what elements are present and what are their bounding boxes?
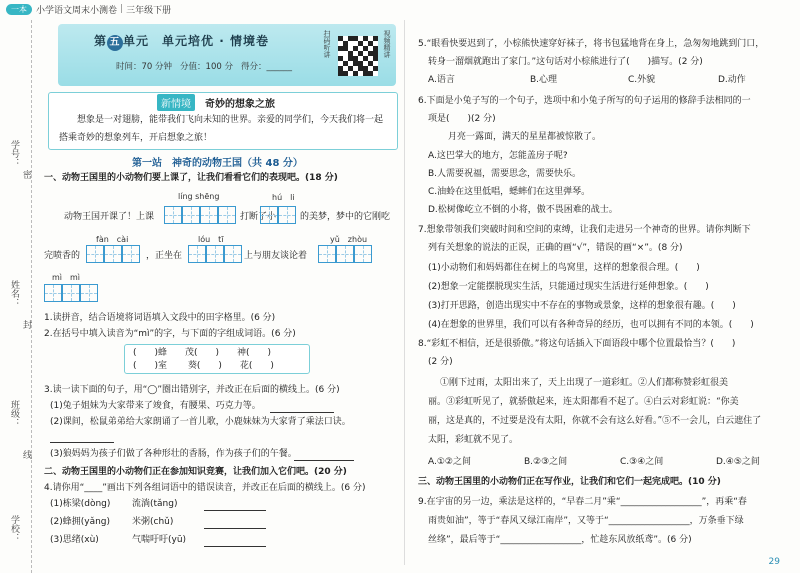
brand-logo: 一本: [6, 4, 32, 15]
school-label: 学校：: [9, 515, 19, 542]
student-no-label: 学号：: [9, 140, 19, 167]
scan-label: 扫码听讲: [323, 30, 331, 58]
q6-option-b[interactable]: B.人需要祝福，需要思念，需要快乐。: [428, 169, 582, 179]
q8-text: 8.“彩虹不相信，还是很骄傲。”将这句话插入下面语段中哪个位置最恰当？( ): [418, 339, 736, 349]
answer-blank[interactable]: [204, 546, 266, 547]
name-label: 姓名：: [9, 280, 19, 307]
intro-text: 想象是一对翅膀，能带我们飞向未知的世界。亲爱的同学们，今天我们将一起搭乘奇妙的想象列车，开启想象之旅！: [59, 115, 384, 143]
q4-instruction: 4.请你用“____”画出下列各组词语中的错误读音，并改正在后面的横线上。(6 分): [44, 483, 366, 493]
station-title: 第一站 神奇的动物王国（共 48 分）: [132, 158, 303, 169]
answer-blank[interactable]: [50, 442, 114, 443]
q7-item[interactable]: (4)在想象的世界里，我们可以有各种奇异的经历，也可以拥有不同的本领。( ): [428, 320, 754, 330]
q6-option-d[interactable]: D.松树像屹立不倒的小将，傲不畏困难的战士。: [428, 205, 618, 215]
answer-grid[interactable]: [44, 284, 98, 302]
qr-code-icon[interactable]: [338, 36, 378, 76]
q5-option-d[interactable]: D.动作: [718, 75, 746, 85]
section-3-heading: 三、动物王国里的小动物们正在写作业，让我们和它们一起完成吧。(10 分): [418, 477, 721, 487]
exam-meta: [116, 60, 292, 72]
series-title: 小学语文周末小测卷: [36, 5, 118, 16]
score-label: 分值：100 分: [180, 62, 233, 72]
answer-blank[interactable]: [294, 460, 354, 461]
q5-option-b[interactable]: B.心理: [530, 75, 558, 85]
answer-grid[interactable]: [318, 245, 372, 263]
q7-text: 7.想象带领我们突破时间和空间的束缚，让我们走进另一个神奇的世界。请你判断下: [418, 225, 751, 235]
seal-label: 封: [21, 320, 31, 329]
q7-item[interactable]: (1)小动物们和妈妈都住在树上的鸟窝里，这样的想象很合理。( ): [428, 263, 700, 273]
section-2-heading: 二、动物王国里的小动物们正在参加知识竞赛，让我们加入它们吧。(20 分): [44, 467, 347, 477]
time-label: 时间：70 分钟: [116, 62, 173, 72]
q8-option-d[interactable]: D.④⑤之间: [716, 457, 760, 467]
answer-blank[interactable]: [204, 528, 266, 529]
q1-instruction: 1.读拼音，结合语境将词语填入文段中的田字格里。(6 分): [44, 313, 276, 323]
worksheet-page: 一本 小学语文周末小测卷 | 三年级下册 学号： 姓名： 封 班级： 线 学校： 密 第 五 单元 单元培优 · 情境卷 时间：70 分钟 分值：100 分 得分：______ 扫码听讲 视频精讲 新情境 奇妙的想象之旅 想象是一对翅膀，能带我们飞向未知的世界。亲爱的同学们，今天我们将一起搭乘奇妙的想象列车，开启想象之旅！ 第一站 神奇的动物王国（共 48 分） 一、动物王国里的小动物们要上课了，让我们看看它们的表现吧。(18 分) líng shēng hú li 动物王国开课了！上课 打断了小 的美梦，梦中的它刚吃 fàn cài lóu tī yǔ zhòu 完喷香的 ，正坐在 上与朋友谈论着 mì mì 1.读拼音，结合语境将词语填入文段中的田字格里。(6 分) 2.在括号中填入读音为“mì”的字，与下面的字组成词语。(6 分) ( )蜂 茂( ) 神( ) ( )室 葵( ) 花( ) 3.读一读下面的句子，用“◯”圈出错别字，并改正在后面的横线上。(6 分) (1)兔子姐妹为大家带来了竣食，有腰果、巧克力等。 (2)课间，松鼠弟弟给大家朗诵了一首儿歌，小鹿妹妹为大家背了乘法口诀。 (3)狼妈妈为孩子们做了各种形壮的香肠，作为孩子们的午餐。 二、动物王国里的小动物们正在参加知识竞赛，让我们加入它们吧。(20 分) 4.请你用“____”画出下列各组词语中的错误读音，并改正在后面的横线上。(6 分) (1)栋梁(dòng) 流淌(tǎng) (2)蜂拥(yǎng) 米粥(chǔ) (3)思绪(xù) 气喘吁吁(yū) 5.“眼看快要迟到了，小棕熊快速穿好袜子，将书包猛地背在身上，急匆匆地跳到门口， 转身一溜烟就跑出了家门。”这句话对小棕熊进行了( )描写。(2 分) A.语言 B.心理 C.外貌 D.动作 6.下面是小兔子写的一个句子，选项中和小兔子所写的句子运用的修辞手法相同的一 项是( )(2 分) 月亮一露面，满天的星星都被惊散了。 A.这巴掌大的地方，怎能盖房子呢? B.人需要祝福，需要思念，需要快乐。 C.油蛉在这里低唱，蟋蟀们在这里弹琴。 D.松树像屹立不倒的小将，傲不畏困难的战士。 7.想象带领我们突破时间和空间的束缚，让我们走进另一个神奇的世界。请你判断下 列有关想象的说法的正误，正确的画“√”，错误的画“×”。(8 分) (1)小动物们和妈妈都住在树上的鸟窝里，这样的想象很合理。( ) (2)想象一定能摆脱现实生活，只能通过现实生活进行延伸想象。( ) (3)打开思路，创造出现实中不存在的事物或景象，这样的想象很有趣。( ) (4)在想象的世界里，我们可以有各种奇异的经历，也可以拥有不同的本领。( ) 8.“彩虹不相信，还是很骄傲。”将这句话插入下面语段中哪个位置最恰当？( ) (2 分) ①刚下过雨，太阳出来了，天上出现了一道彩虹。②人们都称赞彩虹很美 丽。③彩虹听见了，就骄傲起来，连太阳都看不起了。④白云对彩虹说：“你美 丽，这是真的，不过要是没有太阳，你就不会有这么好看。”⑤不一会儿，白云遮住了 太阳，彩虹就不见了。 A.①②之间 B.②③之间 C.③④之间 D.④⑤之间 三、动物王国里的小动物们正在写作业，让我们和它们一起完成吧。(10 分) 9.在宇宙的另一边，乘法是这样的，“早春二月”乘“__________________”，再乘“春 雨贵如油”，等于“春风又绿江南岸”，又等于“__________________，万条垂下绿 丝绦”，最后等于“__________________，忙趁东风放纸鸢”。(6 分) 29: [0, 0, 800, 573]
header-bar: 一本 小学语文周末小测卷 | 三年级下册: [6, 0, 171, 18]
q7-item[interactable]: (3)打开思路，创造出现实中不存在的事物或景象，这样的想象很有趣。( ): [428, 301, 736, 311]
intro-box: [48, 92, 398, 150]
column-divider: [404, 20, 405, 565]
q8-option-b[interactable]: B.②③之间: [524, 457, 568, 467]
q6-sentence: 月亮一露面，满天的星星都被惊散了。: [448, 132, 602, 142]
answer-grid[interactable]: [86, 245, 140, 263]
q6-option-a[interactable]: A.这巴掌大的地方，怎能盖房子呢?: [428, 151, 568, 161]
page-number: 29: [768, 557, 780, 567]
intro-tag: 新情境: [157, 94, 195, 111]
cut-label: 密: [21, 170, 31, 179]
q8-option-c[interactable]: C.③④之间: [620, 457, 664, 467]
class-label: 班级：: [9, 400, 19, 427]
unit-banner: [58, 24, 396, 86]
q5-option-c[interactable]: C.外貌: [628, 75, 656, 85]
section-1-heading: 一、动物王国里的小动物们要上课了，让我们看看它们的表现吧。(18 分): [44, 173, 338, 183]
answer-blank[interactable]: [204, 510, 266, 511]
q8-option-a[interactable]: A.①②之间: [428, 457, 471, 467]
line-label: 线: [21, 450, 31, 459]
q5-option-a[interactable]: A.语言: [428, 75, 455, 85]
mi-word-box: ( )蜂 茂( ) 神( ) ( )室 葵( ) 花( ): [124, 344, 310, 374]
binding-margin: [0, 20, 32, 573]
answer-grid[interactable]: [260, 206, 296, 224]
q3-instruction: 3.读一读下面的句子，用“◯”圈出错别字，并改正在后面的横线上。(6 分): [44, 385, 340, 395]
q6-text: 6.下面是小兔子写的一个句子，选项中和小兔子所写的句子运用的修辞手法相同的一: [418, 96, 751, 106]
gained-label: 得分：______: [240, 62, 292, 72]
video-label: 视频精讲: [383, 30, 391, 58]
unit-title: 第 五 单元 单元培优 · 情境卷: [94, 32, 269, 51]
q7-item[interactable]: (2)想象一定能摆脱现实生活，只能通过现实生活进行延伸想象。( ): [428, 282, 709, 292]
q6-option-c[interactable]: C.油蛉在这里低唱，蟋蟀们在这里弹琴。: [428, 187, 591, 197]
answer-blank[interactable]: [270, 412, 334, 413]
q5-text: 5.“眼看快要迟到了，小棕熊快速穿好袜子，将书包猛地背在身上，急匆匆地跳到门口，: [418, 39, 765, 49]
grade-label: 三年级下册: [126, 5, 172, 16]
answer-grid[interactable]: [164, 206, 236, 224]
answer-grid[interactable]: [188, 245, 242, 263]
q2-instruction: 2.在括号中填入读音为“mì”的字，与下面的字组成词语。(6 分): [44, 329, 296, 339]
q9-text: 9.在宇宙的另一边，乘法是这样的，“早春二月”乘“__________________”，再乘“春: [418, 497, 747, 507]
intro-title: 奇妙的想象之旅: [205, 99, 275, 110]
